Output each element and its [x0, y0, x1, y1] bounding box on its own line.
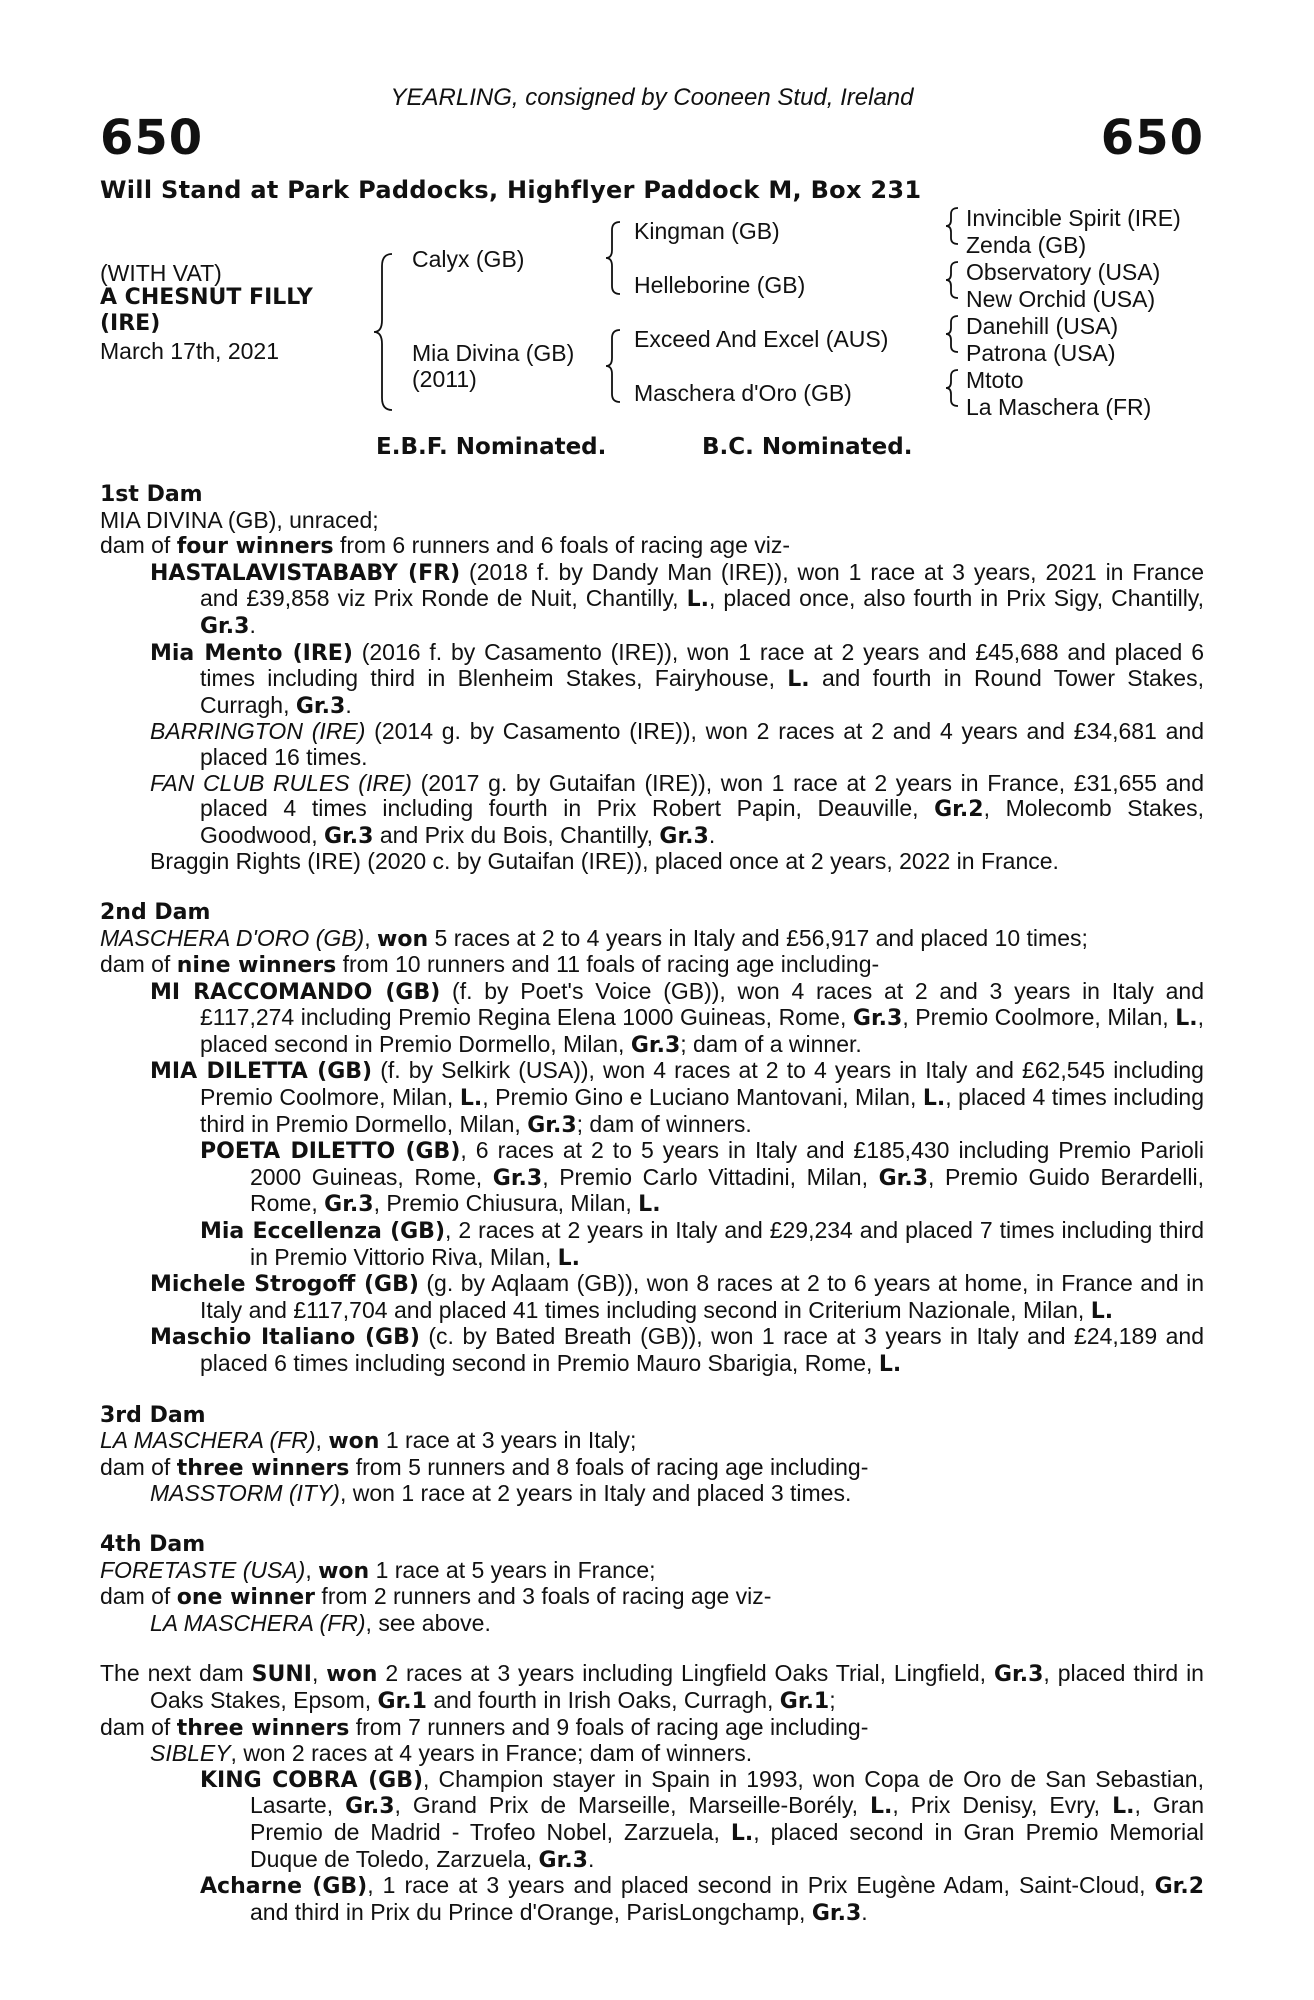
section-gap [100, 875, 1204, 900]
dam: Mia Divina (GB) [412, 340, 575, 366]
family-entry: Michele Strogoff (GB) (g. by Aqlaam (GB)), won 8 races at 2 to 6 years at home, in France and in Italy and £117,704 and placed 41 times including second in Criterium Nazionale, Milan, L. [150, 1270, 1204, 1324]
pedigree-brace-g1 [944, 206, 960, 246]
horse-country: (IRE) [100, 311, 161, 336]
g3-6: Patrona (USA) [966, 340, 1116, 366]
stable-location: Will Stand at Park Paddocks, Highflyer Paddock M, Box 231 [100, 176, 922, 204]
section-gap [100, 1636, 1204, 1661]
section-heading: 3rd Dam [100, 1402, 206, 1428]
family-entry: LA MASCHERA (FR), won 1 race at 3 years in Italy; [100, 1427, 637, 1455]
family-entry: BARRINGTON (IRE) (2014 g. by Casamento (IRE)), won 2 races at 2 and 4 years and £34,681 and placed 16 times. [150, 718, 1204, 770]
family-entry: dam of nine winners from 10 runners and 11 foals of racing age including- [100, 951, 880, 979]
dam-year: (2011) [412, 366, 477, 392]
pedigree-brace-dam [604, 328, 622, 404]
pedigree-brace-g4 [944, 368, 960, 408]
section-gap [100, 1507, 1204, 1532]
family-entry: Mia Eccellenza (GB), 2 races at 2 years in Italy and £29,234 and placed 7 times including third in Premio Vittorio Riva, Milan, L. [200, 1217, 1204, 1271]
family-entry: KING COBRA (GB), Champion stayer in Spain in 1993, won Copa de Oro de San Sebastian, Lasarte, Gr.3, Grand Prix de Marseille, Marseille-Borély, L., Prix Denisy, Evry, L., Gran Premio de Madrid - Trofeo Nobel, Zarzuela, L., placed second in Gran Premio Memorial Duque de Toledo, Zarzuela, Gr.3. [200, 1765, 1204, 1873]
lot-number-left: 650 [100, 110, 204, 166]
sire-sire: Kingman (GB) [634, 218, 780, 244]
g3-3: Observatory (USA) [966, 259, 1161, 285]
lot-number-right: 650 [1100, 110, 1204, 166]
family-entry: MASCHERA D'ORO (GB), won 5 races at 2 to 4 years in Italy and £56,917 and placed 10 times; [100, 924, 1088, 952]
section-heading: 1st Dam [100, 482, 203, 507]
sire-dam: Helleborine (GB) [634, 272, 806, 298]
pedigree-brace-g3 [944, 314, 960, 354]
family-entry: FAN CLUB RULES (IRE) (2017 g. by Gutaifan (IRE)), won 1 race at 2 years in France, £31,655 and placed 4 times including fourth in Prix Robert Papin, Deauville, Gr.2, Molecomb Stakes, Goodwood, Gr.3 and Prix du Bois, Chantilly, Gr.3. [150, 769, 1204, 849]
family-entry: SIBLEY, won 2 races at 4 years in France; dam of winners. [150, 1740, 753, 1767]
family-entry: Acharne (GB), 1 race at 3 years and placed second in Prix Eugène Adam, Saint-Cloud, Gr.2 and third in Prix du Prince d'Orange, ParisLongchamp, Gr.3. [200, 1872, 1204, 1926]
section-heading: 4th Dam [100, 1531, 206, 1557]
family-entry: dam of three winners from 5 runners and 8 foals of racing age including- [100, 1453, 869, 1481]
horse-name: A CHESNUT FILLY [100, 285, 313, 310]
family-entry: dam of three winners from 7 runners and 9 foals of racing age including- [100, 1713, 869, 1741]
family-notes [100, 482, 1204, 1926]
foaling-date: March 17th, 2021 [100, 338, 280, 364]
section-heading: 2nd Dam [100, 899, 211, 925]
family-entry: MI RACCOMANDO (GB) (f. by Poet's Voice (GB)), won 4 races at 2 and 3 years in Italy and £117,274 including Premio Regina Elena 1000 Guineas, Rome, Gr.3, Premio Coolmore, Milan, L., placed second in Premio Dormello, Milan, Gr.3; dam of a winner. [150, 977, 1205, 1058]
family-entry: POETA DILETTO (GB), 6 races at 2 to 5 years in Italy and £185,430 including Premio Parioli 2000 Guineas, Rome, Gr.3, Premio Carlo Vittadini, Milan, Gr.3, Premio Guido Berardelli, Rome, Gr.3, Premio Chiusura, Milan, L. [200, 1137, 1205, 1218]
family-entry: MIA DILETTA (GB) (f. by Selkirk (USA)), won 4 races at 2 to 4 years in Italy and £62,545 including Premio Coolmore, Milan, L., Premio Gino e Luciano Mantovani, Milan, L., placed 4 times including third in Premio Dormello, Milan, Gr.3; dam of winners. [150, 1057, 1205, 1138]
g3-5: Danehill (USA) [966, 313, 1119, 339]
ebf-nominated: E.B.F. Nominated. [376, 434, 607, 460]
family-entry: FORETASTE (USA), won 1 race at 5 years in France; [100, 1556, 656, 1584]
family-entry: Mia Mento (IRE) (2016 f. by Casamento (IRE)), won 1 race at 2 years and £45,688 and placed 6 times including third in Blenheim Stakes, Fairyhouse, L. and fourth in Round Tower Stakes, Curragh, Gr.3. [150, 638, 1204, 719]
bc-nominated: B.C. Nominated. [702, 434, 913, 460]
sire: Calyx (GB) [412, 246, 525, 272]
consignor-line: YEARLING, consigned by Cooneen Stud, Ireland [390, 84, 914, 111]
section-gap [100, 1378, 1204, 1403]
dam-dam: Maschera d'Oro (GB) [634, 380, 852, 406]
g3-1: Invincible Spirit (IRE) [966, 205, 1181, 231]
family-entry: Braggin Rights (IRE) (2020 c. by Gutaifan (IRE)), placed once at 2 years, 2022 in France. [150, 848, 1059, 875]
family-entry: MIA DIVINA (GB), unraced; [100, 506, 379, 533]
pedigree-brace-sire [604, 220, 622, 296]
pedigree-brace-g2 [944, 260, 960, 300]
family-entry: dam of one winner from 2 runners and 3 foals of racing age viz- [100, 1583, 772, 1611]
family-entry: The next dam SUNI, won 2 races at 3 years including Lingfield Oaks Trial, Lingfield, Gr.3, placed third in Oaks Stakes, Epsom, Gr.1 and fourth in Irish Oaks, Curragh, Gr.1; [100, 1660, 1204, 1714]
pedigree-table [100, 0, 1204, 440]
dam-sire: Exceed And Excel (AUS) [634, 326, 889, 352]
g3-7: Mtoto [966, 367, 1024, 393]
family-entry: HASTALAVISTABABY (FR) (2018 f. by Dandy Man (IRE)), won 1 race at 3 years, 2021 in France and £39,858 viz Prix Ronde de Nuit, Chantilly, L., placed once, also fourth in Prix Sigy, Chantilly, Gr.3. [150, 558, 1204, 639]
family-entry: dam of four winners from 6 runners and 6 foals of racing age viz- [100, 532, 791, 560]
g3-8: La Maschera (FR) [966, 394, 1152, 420]
family-entry: MASSTORM (ITY), won 1 race at 2 years in Italy and placed 3 times. [150, 1480, 852, 1507]
family-entry: Maschio Italiano (GB) (c. by Bated Breath (GB)), won 1 race at 3 years in Italy and £24,189 and placed 6 times including second in Premio Mauro Sbarigia, Rome, L. [150, 1323, 1204, 1377]
family-entry: LA MASCHERA (FR), see above. [150, 1609, 491, 1636]
vat-label: (WITH VAT) [100, 260, 222, 286]
g3-2: Zenda (GB) [966, 232, 1087, 258]
g3-4: New Orchid (USA) [966, 286, 1156, 312]
pedigree-brace-main [372, 252, 394, 412]
